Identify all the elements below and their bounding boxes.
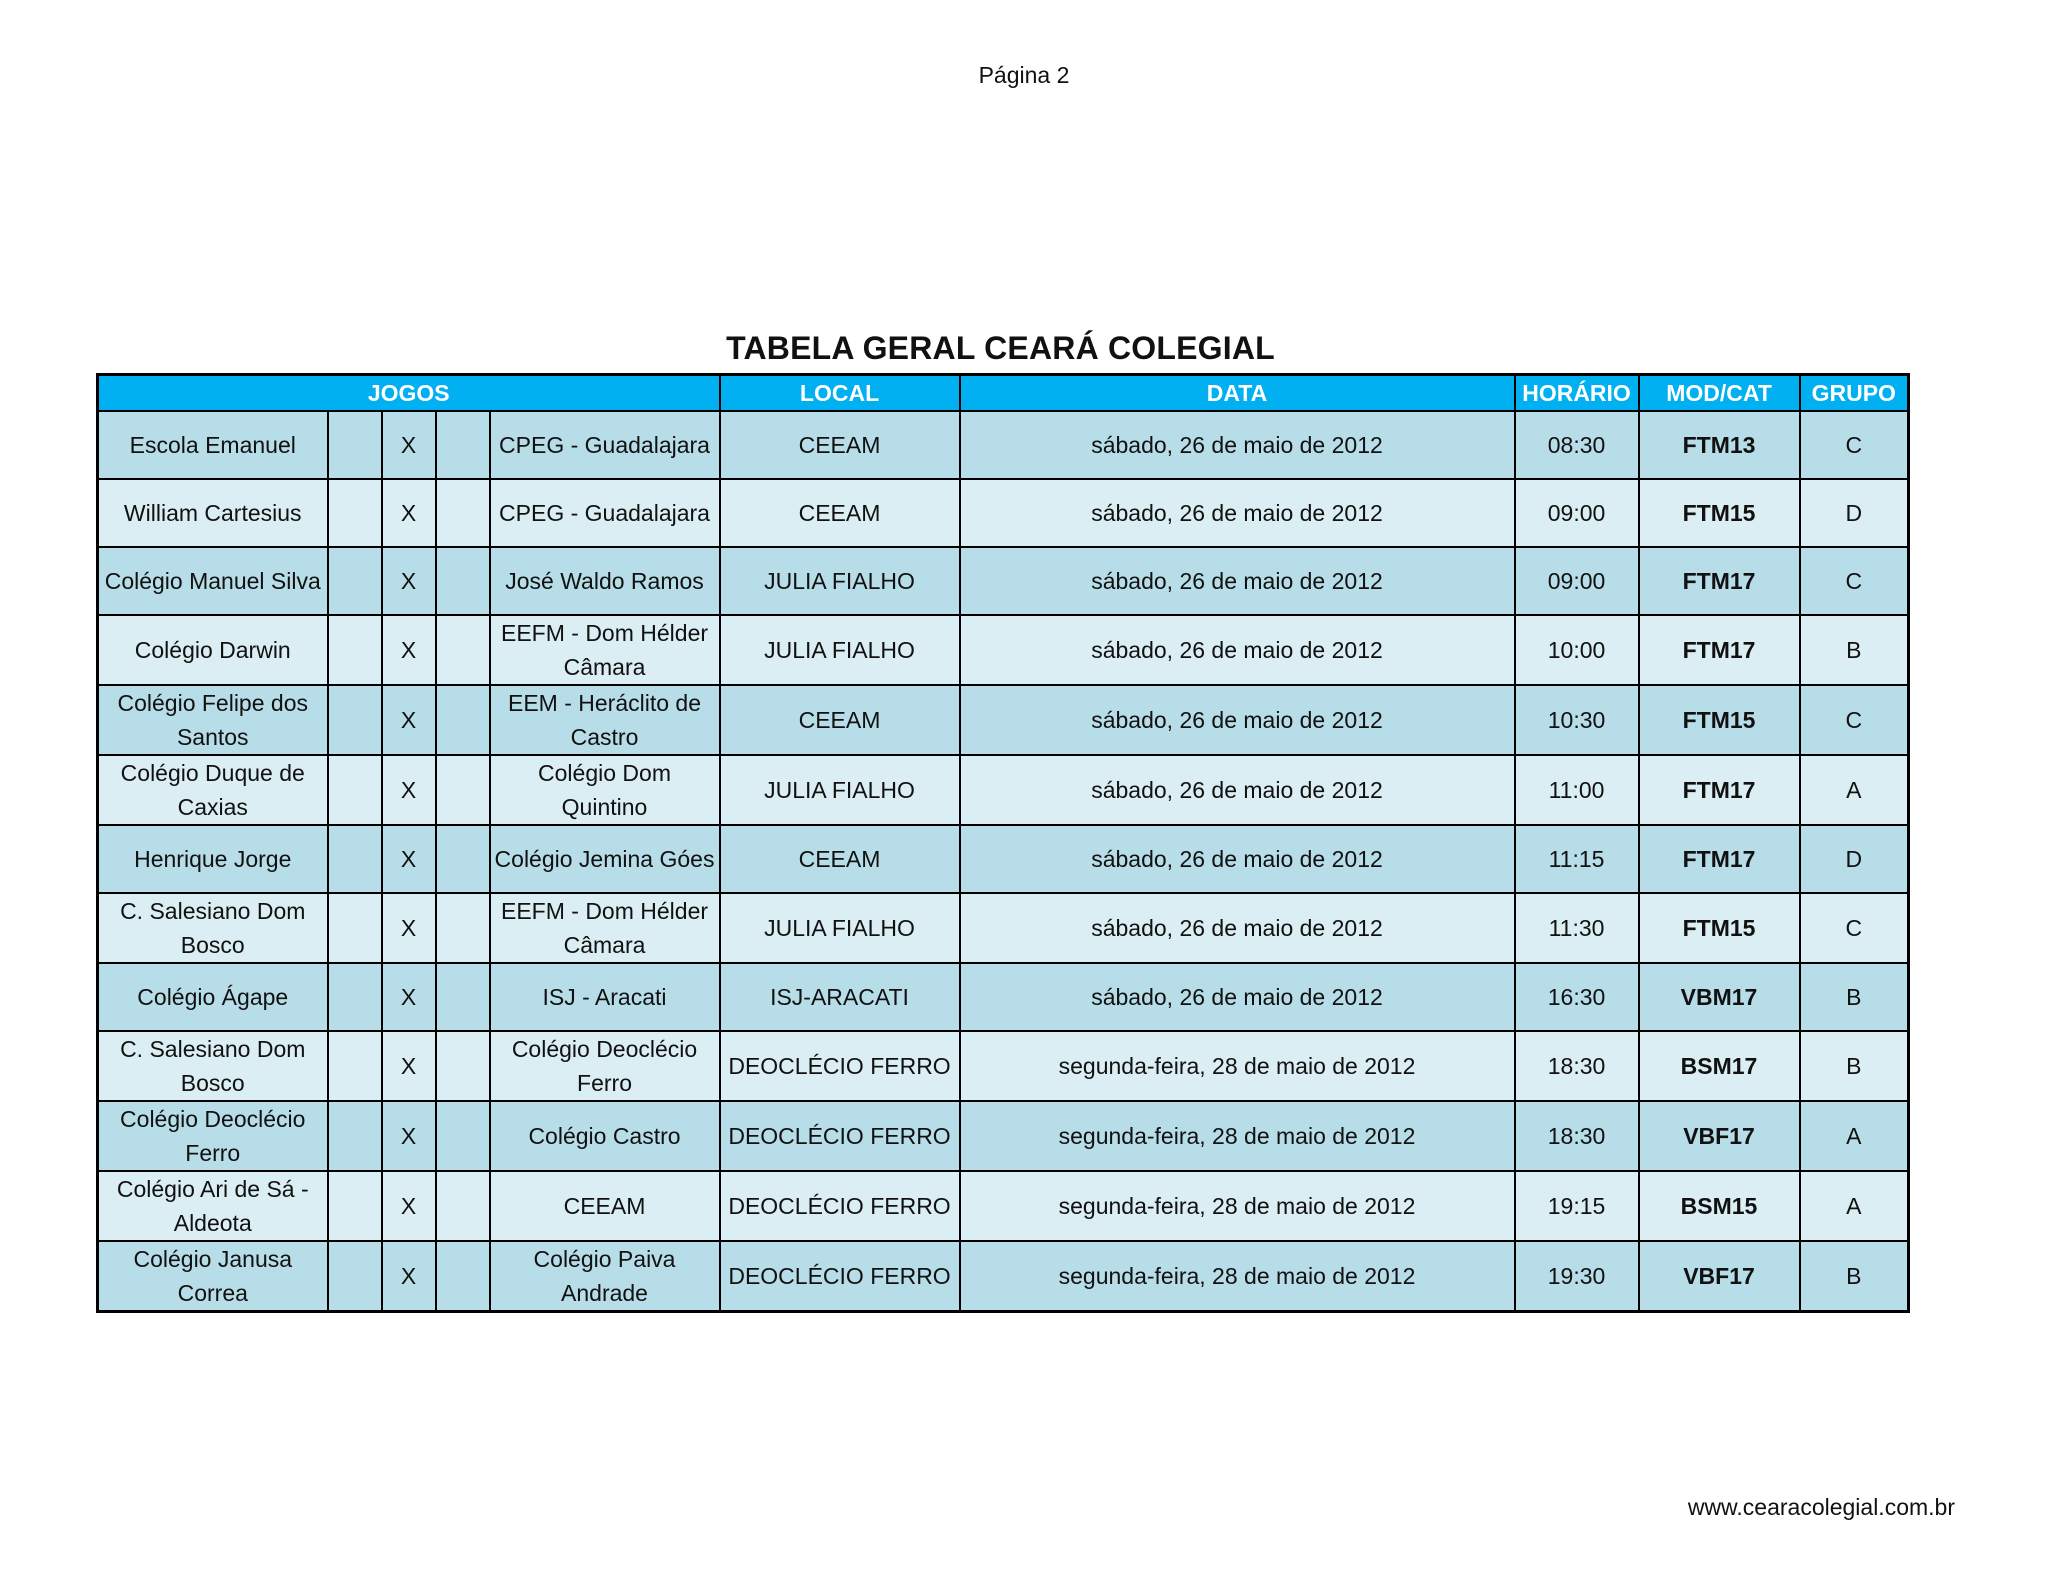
- date-cell: segunda-feira, 28 de maio de 2012: [960, 1241, 1515, 1312]
- group-cell: B: [1800, 963, 1909, 1031]
- versus-cell: X: [382, 963, 436, 1031]
- away-team-cell: CPEG - Guadalajara: [490, 411, 720, 479]
- venue-cell: JULIA FIALHO: [720, 547, 960, 615]
- home-score-cell: [328, 1101, 382, 1171]
- date-cell: sábado, 26 de maio de 2012: [960, 411, 1515, 479]
- home-score-cell: [328, 479, 382, 547]
- table-row: [98, 825, 1909, 893]
- category-cell: VBM17: [1639, 963, 1800, 1031]
- date-cell: sábado, 26 de maio de 2012: [960, 685, 1515, 755]
- table-header-row: [98, 375, 1909, 412]
- table-row: [98, 963, 1909, 1031]
- venue-cell: CEEAM: [720, 825, 960, 893]
- group-cell: B: [1800, 1241, 1909, 1312]
- venue-cell: DEOCLÉCIO FERRO: [720, 1171, 960, 1241]
- time-cell: 18:30: [1515, 1101, 1639, 1171]
- time-cell: 09:00: [1515, 479, 1639, 547]
- versus-cell: X: [382, 755, 436, 825]
- column-header-local: LOCAL: [720, 375, 960, 412]
- home-team-cell: Colégio Felipe dos Santos: [98, 685, 328, 755]
- column-header-horario: HORÁRIO: [1515, 375, 1639, 412]
- venue-cell: ISJ-ARACATI: [720, 963, 960, 1031]
- table-row: [98, 479, 1909, 547]
- versus-cell: X: [382, 479, 436, 547]
- away-team-cell: Colégio Dom Quintino: [490, 755, 720, 825]
- category-cell: VBF17: [1639, 1101, 1800, 1171]
- category-cell: BSM15: [1639, 1171, 1800, 1241]
- venue-cell: CEEAM: [720, 685, 960, 755]
- away-team-cell: EEM - Heráclito de Castro: [490, 685, 720, 755]
- home-team-cell: Colégio Ágape: [98, 963, 328, 1031]
- category-cell: FTM15: [1639, 893, 1800, 963]
- category-cell: FTM17: [1639, 825, 1800, 893]
- away-score-cell: [436, 1101, 490, 1171]
- column-header-modcat: MOD/CAT: [1639, 375, 1800, 412]
- home-team-cell: Colégio Deoclécio Ferro: [98, 1101, 328, 1171]
- table-row: [98, 755, 1909, 825]
- away-score-cell: [436, 1031, 490, 1101]
- home-team-cell: Colégio Manuel Silva: [98, 547, 328, 615]
- date-cell: sábado, 26 de maio de 2012: [960, 755, 1515, 825]
- group-cell: A: [1800, 1171, 1909, 1241]
- category-cell: FTM15: [1639, 685, 1800, 755]
- time-cell: 18:30: [1515, 1031, 1639, 1101]
- away-team-cell: Colégio Deoclécio Ferro: [490, 1031, 720, 1101]
- group-cell: B: [1800, 1031, 1909, 1101]
- away-score-cell: [436, 479, 490, 547]
- table-row: [98, 1171, 1909, 1241]
- time-cell: 19:30: [1515, 1241, 1639, 1312]
- home-team-cell: C. Salesiano Dom Bosco: [98, 1031, 328, 1101]
- versus-cell: X: [382, 547, 436, 615]
- away-score-cell: [436, 1171, 490, 1241]
- away-score-cell: [436, 893, 490, 963]
- page-number-label: Página 2: [978, 62, 1070, 88]
- away-score-cell: [436, 1241, 490, 1312]
- group-cell: A: [1800, 755, 1909, 825]
- home-team-cell: C. Salesiano Dom Bosco: [98, 893, 328, 963]
- away-team-cell: José Waldo Ramos: [490, 547, 720, 615]
- column-header-data: DATA: [960, 375, 1515, 412]
- date-cell: segunda-feira, 28 de maio de 2012: [960, 1171, 1515, 1241]
- away-team-cell: CEEAM: [490, 1171, 720, 1241]
- date-cell: segunda-feira, 28 de maio de 2012: [960, 1031, 1515, 1101]
- date-cell: sábado, 26 de maio de 2012: [960, 963, 1515, 1031]
- home-team-cell: Colégio Darwin: [98, 615, 328, 685]
- time-cell: 11:15: [1515, 825, 1639, 893]
- group-cell: A: [1800, 1101, 1909, 1171]
- away-team-cell: EEFM - Dom Hélder Câmara: [490, 615, 720, 685]
- away-team-cell: Colégio Castro: [490, 1101, 720, 1171]
- footer-website-url: www.cearacolegial.com.br: [1687, 1494, 1955, 1520]
- home-score-cell: [328, 411, 382, 479]
- table-row: [98, 893, 1909, 963]
- home-team-cell: Henrique Jorge: [98, 825, 328, 893]
- away-score-cell: [436, 547, 490, 615]
- home-team-cell: Escola Emanuel: [98, 411, 328, 479]
- versus-cell: X: [382, 411, 436, 479]
- time-cell: 11:30: [1515, 893, 1639, 963]
- venue-cell: DEOCLÉCIO FERRO: [720, 1241, 960, 1312]
- versus-cell: X: [382, 685, 436, 755]
- group-cell: C: [1800, 411, 1909, 479]
- group-cell: D: [1800, 825, 1909, 893]
- time-cell: 08:30: [1515, 411, 1639, 479]
- away-score-cell: [436, 411, 490, 479]
- away-team-cell: Colégio Jemina Góes: [490, 825, 720, 893]
- group-cell: B: [1800, 615, 1909, 685]
- category-cell: VBF17: [1639, 1241, 1800, 1312]
- time-cell: 10:00: [1515, 615, 1639, 685]
- home-team-cell: Colégio Ari de Sá - Aldeota: [98, 1171, 328, 1241]
- table-row: [98, 685, 1909, 755]
- category-cell: FTM15: [1639, 479, 1800, 547]
- versus-cell: X: [382, 893, 436, 963]
- category-cell: FTM17: [1639, 755, 1800, 825]
- venue-cell: CEEAM: [720, 411, 960, 479]
- home-score-cell: [328, 1171, 382, 1241]
- venue-cell: DEOCLÉCIO FERRO: [720, 1031, 960, 1101]
- date-cell: sábado, 26 de maio de 2012: [960, 615, 1515, 685]
- group-cell: C: [1800, 547, 1909, 615]
- document-title: TABELA GERAL CEARÁ COLEGIAL: [726, 330, 1275, 366]
- date-cell: sábado, 26 de maio de 2012: [960, 825, 1515, 893]
- versus-cell: X: [382, 1101, 436, 1171]
- time-cell: 11:00: [1515, 755, 1639, 825]
- group-cell: C: [1800, 685, 1909, 755]
- group-cell: D: [1800, 479, 1909, 547]
- away-score-cell: [436, 963, 490, 1031]
- home-score-cell: [328, 547, 382, 615]
- home-score-cell: [328, 755, 382, 825]
- category-cell: FTM17: [1639, 547, 1800, 615]
- time-cell: 16:30: [1515, 963, 1639, 1031]
- category-cell: BSM17: [1639, 1031, 1800, 1101]
- home-score-cell: [328, 893, 382, 963]
- away-team-cell: CPEG - Guadalajara: [490, 479, 720, 547]
- venue-cell: JULIA FIALHO: [720, 615, 960, 685]
- versus-cell: X: [382, 1031, 436, 1101]
- time-cell: 10:30: [1515, 685, 1639, 755]
- away-score-cell: [436, 755, 490, 825]
- home-team-cell: Colégio Janusa Correa: [98, 1241, 328, 1312]
- time-cell: 19:15: [1515, 1171, 1639, 1241]
- date-cell: segunda-feira, 28 de maio de 2012: [960, 1101, 1515, 1171]
- venue-cell: JULIA FIALHO: [720, 755, 960, 825]
- away-score-cell: [436, 825, 490, 893]
- category-cell: FTM13: [1639, 411, 1800, 479]
- table-row: [98, 1031, 1909, 1101]
- table-row: [98, 411, 1909, 479]
- table-row: [98, 1241, 1909, 1312]
- venue-cell: CEEAM: [720, 479, 960, 547]
- time-cell: 09:00: [1515, 547, 1639, 615]
- venue-cell: JULIA FIALHO: [720, 893, 960, 963]
- away-team-cell: ISJ - Aracati: [490, 963, 720, 1031]
- versus-cell: X: [382, 1241, 436, 1312]
- date-cell: sábado, 26 de maio de 2012: [960, 479, 1515, 547]
- away-team-cell: EEFM - Dom Hélder Câmara: [490, 893, 720, 963]
- away-score-cell: [436, 615, 490, 685]
- group-cell: C: [1800, 893, 1909, 963]
- away-score-cell: [436, 685, 490, 755]
- category-cell: FTM17: [1639, 615, 1800, 685]
- versus-cell: X: [382, 615, 436, 685]
- home-score-cell: [328, 1241, 382, 1312]
- away-team-cell: Colégio Paiva Andrade: [490, 1241, 720, 1312]
- schedule-table: [96, 373, 1910, 1313]
- home-score-cell: [328, 825, 382, 893]
- versus-cell: X: [382, 825, 436, 893]
- home-score-cell: [328, 1031, 382, 1101]
- column-header-grupo: GRUPO: [1800, 375, 1909, 412]
- versus-cell: X: [382, 1171, 436, 1241]
- home-team-cell: William Cartesius: [98, 479, 328, 547]
- date-cell: sábado, 26 de maio de 2012: [960, 547, 1515, 615]
- table-row: [98, 615, 1909, 685]
- home-score-cell: [328, 685, 382, 755]
- home-score-cell: [328, 615, 382, 685]
- home-team-cell: Colégio Duque de Caxias: [98, 755, 328, 825]
- table-row: [98, 1101, 1909, 1171]
- venue-cell: DEOCLÉCIO FERRO: [720, 1101, 960, 1171]
- date-cell: sábado, 26 de maio de 2012: [960, 893, 1515, 963]
- home-score-cell: [328, 963, 382, 1031]
- column-header-jogos: JOGOS: [98, 375, 720, 412]
- table-row: [98, 547, 1909, 615]
